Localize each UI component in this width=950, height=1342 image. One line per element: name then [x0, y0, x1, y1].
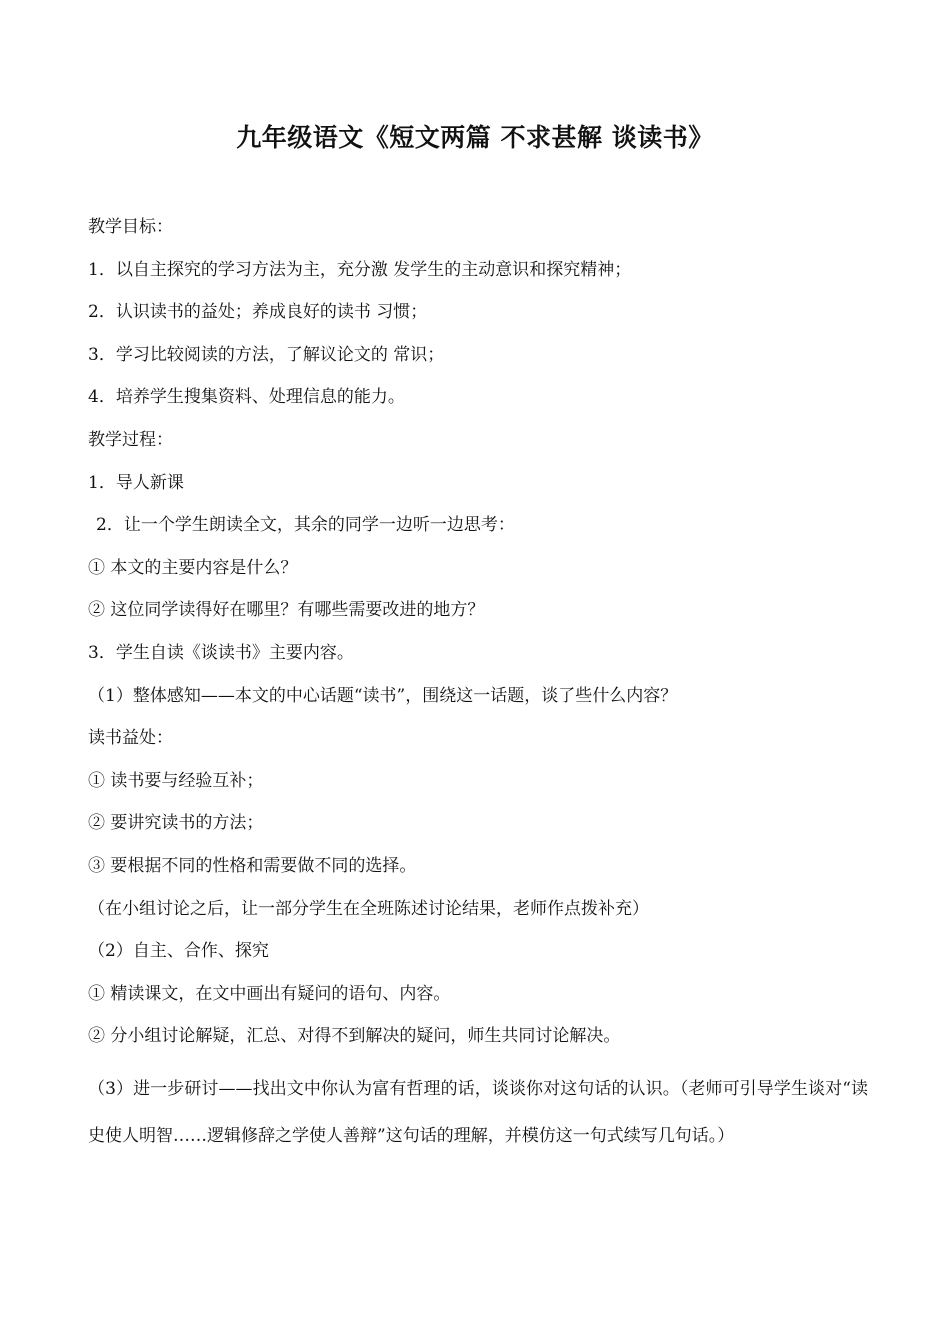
text-line: 3．学习比较阅读的方法，了解议论文的 常识；: [88, 344, 445, 365]
text-line: 1．以自主探究的学习方法为主，充分激 发学生的主动意识和探究精神；: [88, 259, 632, 280]
text-line: （2）自主、合作、探究: [88, 941, 269, 962]
text-line: ② 要讲究读书的方法；: [88, 813, 264, 834]
text-line: 教学目标：: [88, 217, 173, 237]
text-line: 教学过程：: [88, 429, 173, 450]
text-line: 1．导人新课: [88, 472, 184, 493]
document-body: [88, 211, 868, 1063]
text-line: ① 精读课文，在文中画出有疑问的语句、内容。: [88, 983, 451, 1004]
text-line: 2．认识读书的益处；养成良好的读书 习惯；: [88, 302, 428, 323]
text-line: ② 这位同学读得好在哪里？有哪些需要改进的地方？: [88, 600, 485, 621]
text-line: ③ 要根据不同的性格和需要做不同的选择。: [88, 855, 417, 876]
document-title: 九年级语文《短文两篇 不求甚解 谈读书》: [236, 123, 714, 152]
text-line: ① 本文的主要内容是什么？: [88, 557, 298, 578]
text-line: 4．培养学生搜集资料、处理信息的能力。: [88, 387, 405, 408]
text-line: 读书益处：: [88, 728, 173, 749]
text-line: （1）整体感知——本文的中心话题“读书”，围绕这一话题，谈了些什么内容？: [88, 685, 678, 706]
text-line: ① 读书要与经验互补；: [88, 770, 264, 791]
final-paragraph: （3）进一步研讨——找出文中你认为富有哲理的话，谈谈你对这句话的认识。（老师可引导学生谈对“读史使人明智……逻辑修辞之学使人善辩”这句话的理解，并模仿这一句式续写几句话。）: [88, 1079, 868, 1146]
text-line: 3．学生自读《谈读书》主要内容。: [88, 642, 354, 663]
text-line: 2．让一个学生朗读全文，其余的同学一边听一边思考：: [96, 515, 515, 536]
text-line: ② 分小组讨论解疑，汇总、对得不到解决的疑问，师生共同讨论解决。: [88, 1026, 621, 1047]
text-line: （在小组讨论之后，让一部分学生在全班陈述讨论结果，老师作点拨补充）: [88, 898, 649, 919]
